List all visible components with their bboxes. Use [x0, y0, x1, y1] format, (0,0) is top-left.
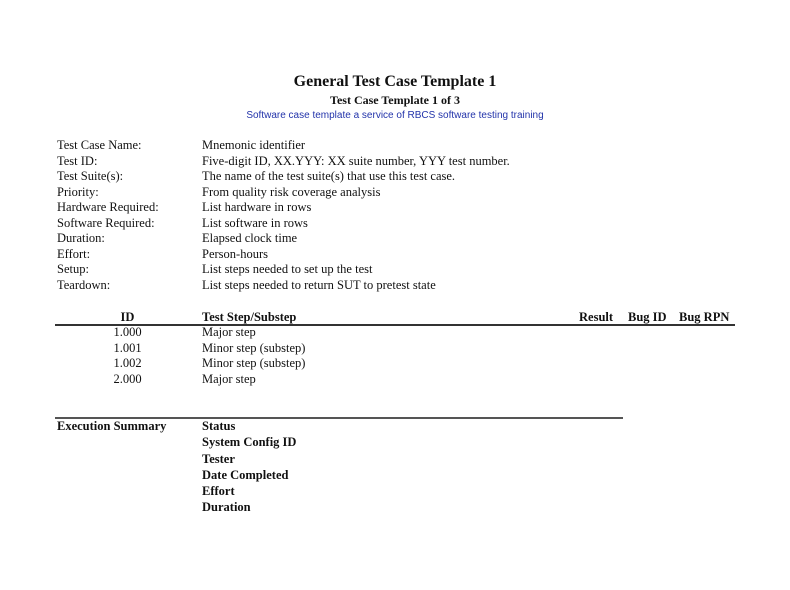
summary-item-system-config-id: System Config ID [202, 435, 297, 449]
column-header-bug-id: Bug ID [628, 310, 667, 324]
step-id: 1.000 [113, 325, 142, 339]
step-id: 2.000 [113, 372, 142, 386]
field-label: Effort: [57, 247, 91, 261]
field-value: From quality risk coverage analysis [202, 185, 381, 199]
field-label: Setup: [57, 262, 89, 276]
field-label: Duration: [57, 231, 105, 245]
field-label: Priority: [57, 185, 99, 199]
field-label: Test Case Name: [57, 138, 142, 152]
field-label: Software Required: [57, 216, 155, 230]
field-value: List steps needed to set up the test [202, 262, 373, 276]
column-header-id: ID [120, 310, 135, 324]
column-header-step: Test Step/Substep [202, 310, 297, 324]
document-subtitle: Test Case Template 1 of 3 [330, 93, 460, 107]
step-description: Major step [202, 325, 256, 339]
field-label: Test Suite(s): [57, 169, 124, 183]
column-header-bug-rpn: Bug RPN [679, 310, 730, 324]
execution-summary-label: Execution Summary [57, 419, 167, 433]
field-value: Person-hours [202, 247, 268, 261]
summary-item-duration: Duration [202, 500, 251, 514]
field-value: Five-digit ID, XX.YYY: XX suite number, YYY test number. [202, 154, 510, 168]
field-value: Elapsed clock time [202, 231, 298, 245]
summary-item-effort: Effort [202, 484, 235, 498]
document-title: General Test Case Template 1 [293, 73, 497, 90]
field-value: List hardware in rows [202, 200, 312, 214]
step-description: Minor step (substep) [202, 356, 306, 370]
summary-item-date-completed: Date Completed [202, 468, 289, 482]
step-description: Major step [202, 372, 256, 386]
field-label: Test ID: [57, 154, 98, 168]
summary-item-tester: Tester [202, 452, 235, 466]
field-value: List software in rows [202, 216, 308, 230]
field-label: Hardware Required: [57, 200, 159, 214]
field-value: List steps needed to return SUT to pretest state [202, 278, 436, 292]
column-header-result: Result [579, 310, 614, 324]
field-label: Teardown: [57, 278, 111, 292]
field-value: Mnemonic identifier [202, 138, 306, 152]
step-id: 1.001 [113, 341, 142, 355]
summary-item-status: Status [202, 419, 236, 433]
field-value: The name of the test suite(s) that use this test case. [202, 169, 456, 183]
document-tagline: Software case template a service of RBCS software testing training [246, 110, 544, 121]
step-id: 1.002 [113, 356, 142, 370]
step-description: Minor step (substep) [202, 341, 306, 355]
